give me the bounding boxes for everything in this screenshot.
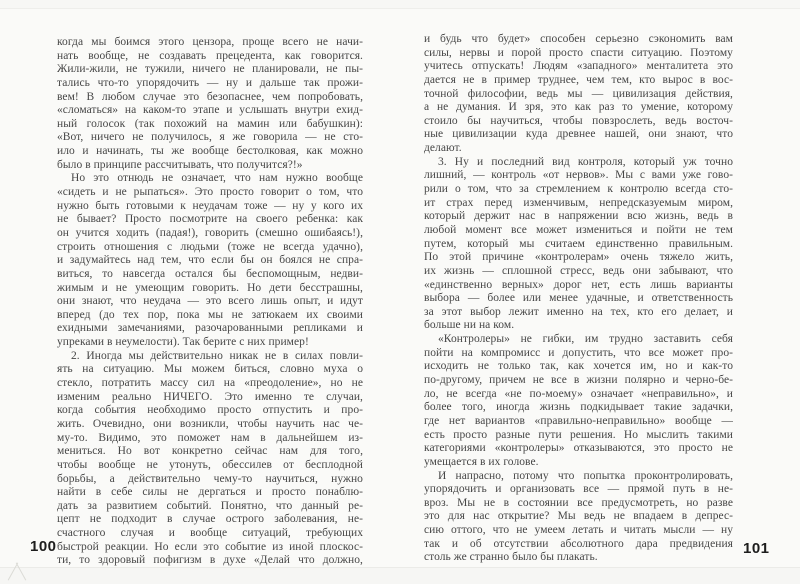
text-line: силы, нервы и порой просто спасти ситуацию. Поэтому — [424, 46, 733, 59]
text-line: счастного случая и вообще ситуаций, требующих — [57, 527, 363, 540]
text-line: «сидеть и не рыпаться». Это просто говорит о том, что — [57, 186, 363, 199]
text-line: «сломаться» на каком-то этапе и услышать внутри ехид- — [57, 104, 363, 117]
text-line: По этой причине «контролерам» очень тяжело жить, — [424, 251, 733, 264]
text-line: они знают, что неудача — это всего лишь опыт, и идут — [57, 295, 363, 308]
text-line: когда события необходимо просто отпустить и про- — [57, 404, 363, 417]
text-line: сию оттого, что не умеем летать и читать мысли — ну — [424, 524, 733, 537]
text-line: по-другому, причем не все в жизни полярно и черно-бе- — [424, 374, 733, 387]
text-line: категориями «контролеры» отказываются, это просто не — [424, 442, 733, 455]
text-line: ти, то здоровый пофигизм в духе «Делай что должно, — [57, 554, 363, 567]
text-line: жить. Очевидно, они возникли, чтобы научить нас че- — [57, 417, 363, 430]
text-line: исходить не только так, как хочется им, но и как-то — [424, 360, 733, 373]
text-line: нужно быть готовыми к неудачам тоже — ну у кого их — [57, 199, 363, 212]
text-line: есть просто разные пути решения. Но мыслить такими — [424, 428, 733, 441]
text-line: путем, который мы считаем единственно правильным. — [424, 237, 733, 250]
text-line: тались что-то упорядочить — ну и дальше так прожи- — [57, 76, 363, 89]
text-line: изменим реально НИЧЕГО. Это именно те случаи, — [57, 390, 363, 403]
text-line: ехидными замечаниями, разочарованными репликами и — [57, 322, 363, 335]
text-line: дается не в пример труднее, чем тем, кто вырос в вос- — [424, 73, 733, 86]
text-line: любой момент все может измениться и пойти не тем — [424, 223, 733, 236]
text-line: виться, то навсегда остался бы беспомощным, недви- — [57, 267, 363, 280]
text-line: ять на ситуацию. Мы можем биться, словно муха о — [57, 363, 363, 376]
text-line: нать вообще, не создавать прецедента, как говорится. — [57, 49, 363, 62]
text-line: вроз. Мы не в состоянии все предусмотреть, но разве — [424, 496, 733, 509]
text-line: выбора — более или менее удачные, и ответственность — [424, 292, 733, 305]
text-line: «Вот, ничего не получилось, я же говорила — не сто- — [57, 131, 363, 144]
text-line: быстрой реакции. Но если это событие из иной плоскос- — [57, 540, 363, 553]
text-line: «Контролеры» не гибки, им трудно заставить себя — [438, 333, 733, 346]
text-line: который держит нас в напряжении всю жизнь, ведь в — [424, 210, 733, 223]
text-line: пойти на компромисс и допустить, что все может про- — [424, 346, 733, 359]
left-page-text — [57, 36, 363, 568]
text-line: И напрасно, потому что попытка проконтролировать, — [438, 469, 733, 482]
text-line: это для нас открытие? Мы ведь не впадаем в депрес- — [424, 510, 733, 523]
text-line: борьбы, а действительно чему-то научиться, нужно — [57, 472, 363, 485]
text-line: ит страх перед изменчивым, непредсказуемым миром, — [424, 196, 733, 209]
text-line: делают. — [424, 142, 462, 155]
text-line: Жили-жили, не тужили, ничего не планировали, не пы- — [57, 63, 363, 76]
text-line: 3. Ну и последний вид контроля, который уж точно — [438, 155, 733, 168]
text-line: точной философии, ведь мы — цивилизация действия, — [424, 87, 733, 100]
text-line: учитесь отпускать! Людям «западного» менталитета это — [424, 60, 733, 73]
text-line: было в принципе рассчитывать, что получится?!» — [57, 158, 303, 171]
text-line: упреками в неумелости). Так берите с них пример! — [57, 336, 309, 349]
text-line: вперед (до тех пор, пока мы не затюкаем их своими — [57, 308, 363, 321]
text-line: и задумайтесь над тем, что если бы он боялся не спра- — [57, 254, 363, 267]
text-line: больше ни на ком. — [424, 319, 515, 332]
text-line: упорядочить и организовать все — прямой путь в не- — [424, 483, 733, 496]
text-line: ный голосок (так похожий на мамин или бабушкин): — [57, 117, 363, 130]
text-line: ило и начинать, ты же вообще бестолковая, как можно — [57, 145, 363, 158]
text-line: за этот выбор лежит именно на тех, кто его делает, и — [424, 305, 733, 318]
text-line: «единственно верных» дорог нет, есть лишь варианты — [424, 278, 733, 291]
text-line: более того, иногда жизнь подкидывает такие задачки, — [424, 401, 733, 414]
right-page-text — [424, 33, 733, 565]
text-line: строить отношения с людьми (тоже не всегда удачно), — [57, 240, 363, 253]
text-line: и будь что будет» способен серьезно сэкономить вам — [424, 33, 733, 45]
text-line: их жизнь — сплошной стресс, ведь они забывают, что — [424, 264, 733, 277]
text-line: когда мы боимся этого цензора, проще всего не начи- — [57, 36, 363, 48]
text-line: лишний, — контроль «от нервов». Мы с вами уже гово- — [424, 169, 733, 182]
text-line: жимым и не умеющим говорить. Но дети бесстрашны, — [57, 281, 363, 294]
text-line: рили о том, что за стремлением к контролю всегда сто- — [424, 183, 733, 196]
text-line: ло, не всегда «не по-моему» означает «неправильно», и — [424, 387, 733, 400]
scan-top-band — [0, 0, 800, 8]
text-line: му-то. Видимо, это поможет нам в дальнейшем из- — [57, 431, 363, 444]
text-line: Но это отнюдь не означает, что нам нужно вообще — [71, 172, 363, 185]
text-line: стоило бы научиться, чтобы повзрослеть, ведь восточ- — [424, 114, 733, 127]
text-line: мениться. Но вот конкретно сейчас нам для того, — [57, 445, 363, 458]
text-line: где нет вариантов «правильно-неправильно» вообще — — [424, 414, 733, 427]
left-page-number: 100 — [30, 538, 57, 555]
text-line: не бывает? Просто посмотрите на своего ребенка: как — [57, 213, 363, 226]
text-line: а не думания. И зря, это как раз то умение, которому — [424, 101, 733, 114]
text-line: умещается в их голове. — [424, 455, 539, 468]
text-line: столь же странно было бы плакать. — [424, 551, 598, 564]
text-line: цепт не подходит в случае острого заболевания, не- — [57, 513, 363, 526]
text-line: дать за развитием событий. Понятно, что данный ре- — [57, 499, 363, 512]
text-line: найти в себе силы не дергаться и просто понаблю- — [57, 486, 363, 499]
book-top-edge — [0, 8, 800, 9]
scan-bottom-band — [0, 568, 800, 584]
text-line: он учится ходить (падая!), говорить (смешно ошибаясь!), — [57, 226, 363, 239]
text-line: стекло, потратить массу сил на «преодоление», но не — [57, 377, 363, 390]
right-page-number: 101 — [743, 540, 770, 557]
text-line: 2. Иногда мы действительно никак не в силах повли- — [71, 349, 363, 362]
text-line: ные цивилизации куда древнее нашей, они знают, что — [424, 128, 733, 141]
text-line: вем! В любом случае это безопаснее, чем попробовать, — [57, 90, 363, 103]
text-line: так и об отсутствии абсолютного дара предвидения — [424, 537, 733, 550]
text-line: чтобы вообще не утонуть, обессилев от бесплодной — [57, 458, 363, 471]
